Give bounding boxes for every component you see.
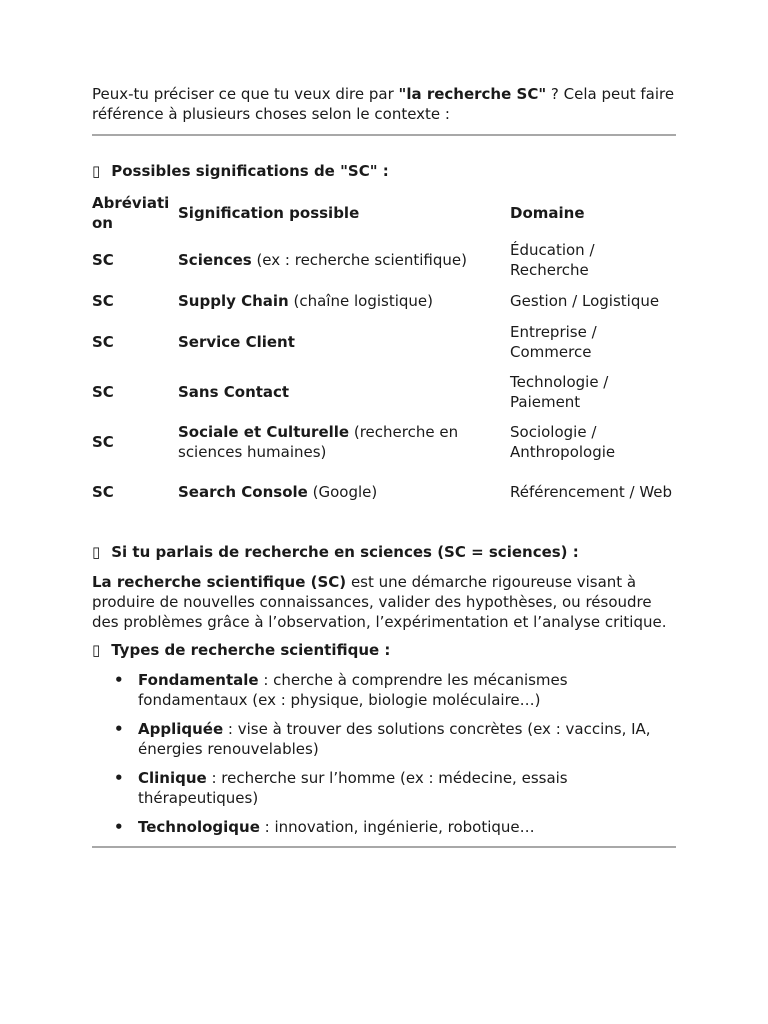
domain-cell: Entreprise / Commerce: [510, 323, 597, 361]
domain-cell: Référencement / Web: [510, 483, 673, 501]
column-header: Abréviation: [92, 194, 170, 232]
abbr-cell: SC: [92, 251, 114, 269]
table-row: [92, 235, 676, 285]
domain-cell: Sociologie / Anthropologie: [510, 423, 616, 461]
table-header-row: [92, 191, 676, 235]
table-row: [92, 367, 676, 417]
divider: [92, 134, 676, 136]
bullet-icon: •: [114, 818, 124, 836]
microscope-icon: ▯: [92, 641, 101, 659]
meaning-cell: Service Client: [178, 333, 295, 351]
meaning-cell: Sociale et Culturelle (recherche en sciences humaines): [178, 423, 459, 461]
intro-paragraph: [92, 84, 676, 124]
meanings-heading: ▯ Possibles significations de "SC" :: [92, 162, 389, 180]
table-row: [92, 467, 676, 517]
types-list: [92, 670, 676, 837]
types-heading: ▯ Types de recherche scientifique :: [92, 641, 391, 659]
meanings-table: [92, 191, 676, 517]
abbr-cell: SC: [92, 383, 114, 401]
domain-cell: Gestion / Logistique: [510, 292, 660, 310]
abbr-cell: SC: [92, 333, 114, 351]
science-heading: ▯ Si tu parlais de recherche en sciences (SC = sciences) :: [92, 543, 579, 561]
list-item: • Fondamentale : cherche à comprendre les mécanismes fondamentaux (ex : physique, biologie moléculaire…): [114, 671, 568, 709]
meaning-cell: Search Console (Google): [178, 483, 378, 501]
list-item: • Technologique : innovation, ingénierie, robotique…: [114, 818, 535, 836]
domain-cell: Éducation / Recherche: [510, 241, 595, 279]
bullet-icon: •: [114, 769, 124, 787]
abbr-cell: SC: [92, 292, 114, 310]
bullet-icon: •: [114, 671, 124, 689]
intro-text: Peux-tu préciser ce que tu veux dire par: [92, 85, 399, 103]
intro-highlight: "la recherche SC": [398, 85, 547, 103]
meaning-cell: Supply Chain (chaîne logistique): [178, 292, 433, 310]
books-icon: ▯: [92, 543, 101, 561]
domain-cell: Technologie / Paiement: [510, 373, 609, 411]
list-item: • Appliquée : vise à trouver des solutions concrètes (ex : vaccins, IA, énergies renouvelables): [114, 720, 651, 758]
meaning-cell: Sans Contact: [178, 383, 290, 401]
table-row: [92, 417, 676, 467]
meaning-cell: Sciences (ex : recherche scientifique): [178, 251, 467, 269]
magnifier-icon: ▯: [92, 162, 101, 180]
list-item: • Clinique : recherche sur l’homme (ex : médecine, essais thérapeutiques): [114, 769, 568, 807]
column-header: Domaine: [510, 204, 585, 222]
column-header: Signification possible: [178, 204, 360, 222]
document-content: [92, 84, 676, 848]
abbr-cell: SC: [92, 433, 114, 451]
science-paragraph: La recherche scientifique (SC) est une démarche rigoureuse visant à produire de nouvelles connaissances, valider des hypothèses, ou résoudre des problèmes grâce à l’observation, l’expérimentation et l’analyse critique.: [92, 573, 667, 631]
table-row: [92, 317, 676, 367]
divider: [92, 846, 676, 848]
abbr-cell: SC: [92, 483, 114, 501]
intro-text-end: ? Cela peut faire référence à plusieurs choses selon le contexte :: [92, 85, 675, 123]
bullet-icon: •: [114, 720, 124, 738]
table-row: [92, 285, 676, 317]
